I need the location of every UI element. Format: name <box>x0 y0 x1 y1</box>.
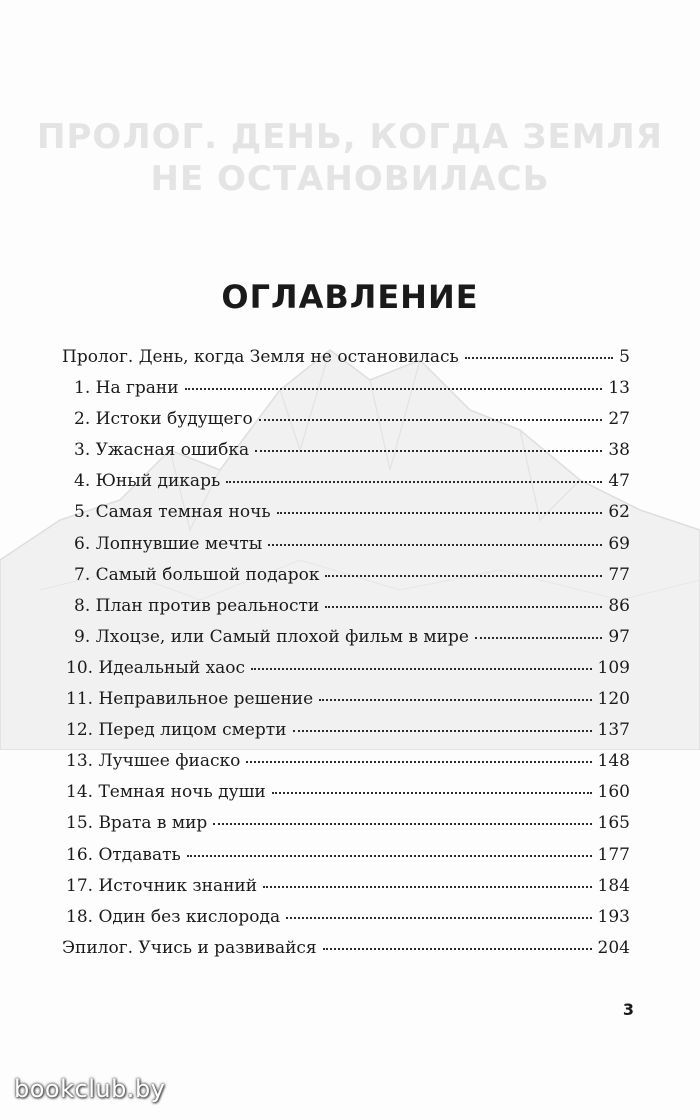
toc-entry-title: 13. Лучшее фиаско <box>66 751 241 772</box>
toc-entry <box>62 502 630 533</box>
toc-dot-leader <box>187 854 592 857</box>
toc-entry-title: 3. Ужасная ошибка <box>74 440 250 461</box>
toc-entry-page: 47 <box>608 471 630 492</box>
page-number: 3 <box>622 1000 634 1019</box>
toc-entry-page: 193 <box>597 906 630 927</box>
toc-entry-page: 109 <box>597 657 630 678</box>
bleed-through-line-2: НЕ ОСТАНОВИЛАСЬ <box>150 159 550 199</box>
toc-entry-title: 12. Перед лицом смерти <box>66 720 287 741</box>
toc-dot-leader <box>286 916 591 919</box>
toc-entry-title: Пролог. День, когда Земля не остановилась <box>62 347 459 367</box>
toc-entry <box>62 347 630 378</box>
toc-entry-title: 7. Самый большой подарок <box>74 564 320 585</box>
toc-entry-page: 62 <box>608 502 630 523</box>
toc-dot-leader <box>465 356 613 359</box>
toc-dot-leader <box>293 729 592 732</box>
toc-entry-page: 204 <box>597 937 630 958</box>
toc-entry <box>62 378 630 409</box>
toc-entry-page: 77 <box>608 564 630 585</box>
toc-entry-title: 4. Юный дикарь <box>74 471 221 492</box>
toc-entry <box>62 845 630 876</box>
toc-dot-leader <box>226 480 602 483</box>
toc-entry <box>62 813 630 844</box>
toc-entry-title: 18. Один без кислорода <box>66 906 281 927</box>
toc-entry-page: 13 <box>608 378 630 399</box>
toc-entry-title: 5. Самая темная ночь <box>74 502 271 523</box>
toc-entry <box>62 596 630 627</box>
toc-entry <box>62 627 630 658</box>
toc-dot-leader <box>325 605 602 608</box>
toc-dot-leader <box>263 885 591 888</box>
toc-dot-leader <box>319 698 591 701</box>
toc-entry-page: 165 <box>597 813 630 834</box>
toc-entry-page: 160 <box>597 782 630 803</box>
toc-dot-leader <box>213 822 591 825</box>
toc-entry <box>62 534 630 565</box>
toc-dot-leader <box>272 791 592 794</box>
toc-dot-leader <box>259 418 603 421</box>
toc-entry-title: 17. Источник знаний <box>66 875 258 896</box>
toc-entry-page: 69 <box>608 533 630 554</box>
toc-entry-page: 38 <box>608 440 630 461</box>
toc-entry-title: 16. Отдавать <box>66 844 181 865</box>
bleed-through-line-1: ПРОЛОГ. ДЕНЬ, КОГДА ЗЕМЛЯ <box>37 117 663 157</box>
toc-entry-title: 10. Идеальный хаос <box>66 657 246 678</box>
toc-dot-leader <box>325 574 602 577</box>
toc-entry-title: 6. Лопнувшие мечты <box>74 533 263 554</box>
toc-entry-page: 184 <box>597 875 630 896</box>
toc-entry <box>62 565 630 596</box>
toc-entry-title: 2. Истоки будущего <box>74 409 253 430</box>
toc-entry <box>62 409 630 440</box>
toc-entry-title: 9. Лхоцзе, или Самый плохой фильм в мире <box>74 626 469 647</box>
bleed-through-heading <box>0 116 700 200</box>
toc-entry-page: 137 <box>597 720 630 741</box>
toc-entry-page: 86 <box>608 595 630 616</box>
toc-entry-page: 148 <box>597 751 630 772</box>
toc-entry <box>62 876 630 907</box>
toc-entry <box>62 440 630 471</box>
toc-dot-leader <box>246 760 591 763</box>
toc-entry-page: 97 <box>608 626 630 647</box>
toc-entry-title: 15. Врата в мир <box>66 813 208 834</box>
toc-entry-title: 11. Неправильное решение <box>66 689 314 710</box>
watermark-logo: bookclub.by <box>14 1075 166 1103</box>
toc-dot-leader <box>268 543 602 546</box>
toc-entry <box>62 471 630 502</box>
toc-entry-page: 177 <box>597 844 630 865</box>
toc-title: ОГЛАВЛЕНИЕ <box>221 278 479 316</box>
toc-dot-leader <box>277 511 603 514</box>
toc-dot-leader <box>255 449 602 452</box>
toc-entry <box>62 720 630 751</box>
toc-entry-title: 14. Темная ночь души <box>66 782 266 803</box>
toc-entry-page: 27 <box>608 409 630 430</box>
toc-entry <box>62 689 630 720</box>
toc-entry-page: 5 <box>619 347 630 367</box>
table-of-contents <box>62 347 630 969</box>
toc-dot-leader <box>251 667 591 670</box>
toc-entry <box>62 938 630 969</box>
toc-dot-leader <box>323 947 592 950</box>
toc-entry <box>62 658 630 689</box>
toc-entry-title: Эпилог. Учись и развивайся <box>62 937 317 958</box>
toc-dot-leader <box>475 636 602 639</box>
toc-entry <box>62 782 630 813</box>
toc-entry-page: 120 <box>597 689 630 710</box>
toc-entry-title: 8. План против реальности <box>74 595 320 616</box>
toc-dot-leader <box>185 387 603 390</box>
toc-entry <box>62 907 630 938</box>
toc-entry-title: 1. На грани <box>74 378 179 399</box>
toc-entry <box>62 751 630 782</box>
